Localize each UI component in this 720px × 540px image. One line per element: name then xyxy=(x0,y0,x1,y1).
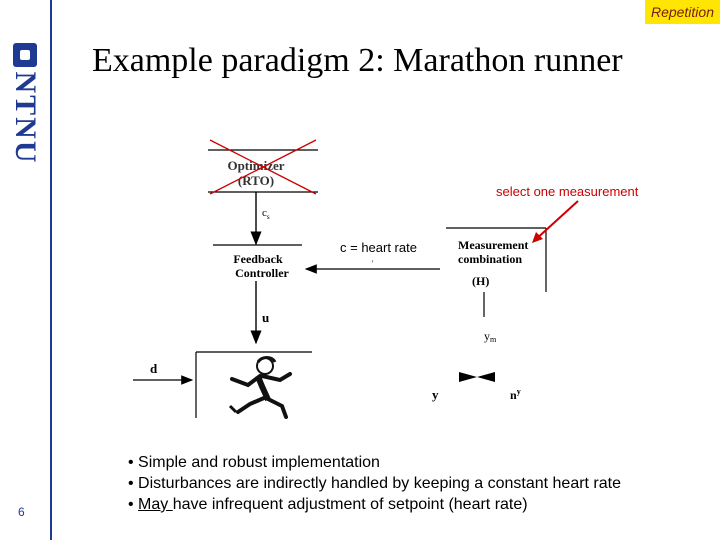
measurement-combination-block xyxy=(446,228,546,292)
bullet-item-3-underlined: May xyxy=(138,496,173,513)
optimizer-sub-label: (RTO) xyxy=(237,173,275,188)
bullet-list xyxy=(128,452,621,515)
slide-title: Example paradigm 2: Marathon runner xyxy=(92,42,623,79)
bullet-item-1: • Simple and robust implementation xyxy=(128,454,380,471)
cs-label: $c_s$ xyxy=(262,207,270,221)
annotation-text: select one measurement xyxy=(496,184,639,199)
logo-text: NTNU xyxy=(9,71,42,165)
combination-label: combination xyxy=(458,252,523,266)
measurement-label: Measurement xyxy=(458,238,529,252)
optimizer-block xyxy=(208,140,318,194)
svg-text:': ' xyxy=(372,259,374,268)
bullet-item-2: • Disturbances are indirectly handled by keeping a constant heart rate xyxy=(128,475,621,492)
feedback-controller-block xyxy=(213,245,302,280)
h-label: (H) xyxy=(472,274,490,288)
runner-icon xyxy=(230,358,290,418)
heart-rate-label: c = heart rate xyxy=(340,240,417,255)
u-label: u xyxy=(262,310,270,325)
y-label: y xyxy=(432,387,439,402)
bullet-item-3: • May have infrequent adjustment of setpoint (heart rate) xyxy=(128,496,528,513)
bullet-item-3-rest: have infrequent adjustment of setpoint (heart rate) xyxy=(172,496,528,513)
controller-label: Controller xyxy=(235,266,289,280)
process-block xyxy=(196,352,312,418)
ny-label: $n^y$ xyxy=(510,387,521,402)
annotation-arrow xyxy=(534,201,578,241)
optimizer-label: Optimizer xyxy=(227,158,285,173)
ym-label: ym xyxy=(484,329,497,344)
page-number: 6 xyxy=(18,505,25,519)
d-label: d xyxy=(150,361,158,376)
feedback-label: Feedback xyxy=(233,252,283,266)
repetition-badge: Repetition xyxy=(645,0,720,24)
